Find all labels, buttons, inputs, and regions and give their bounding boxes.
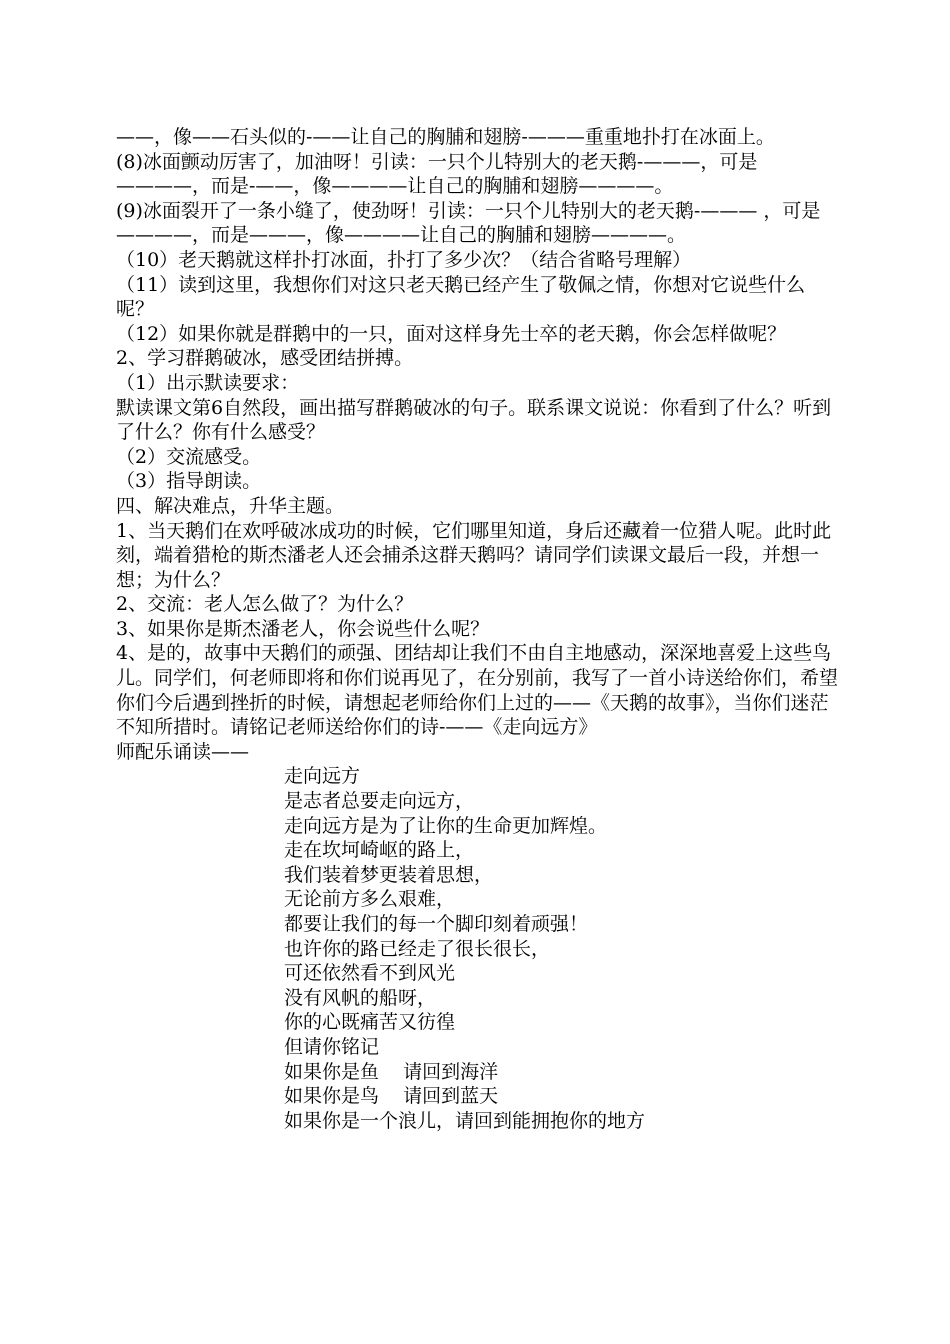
poem-line: 都要让我们的每一个脚印刻着顽强！ xyxy=(284,913,589,935)
paragraph: (9)冰面裂开了一条小缝了，使劲呀！引读：一只个儿特别大的老天鹅-——— ，可是————，而是———，像————让自己的胸脯和翅膀————。 xyxy=(116,199,821,247)
poem-line: 走在坎坷崎岖的路上， xyxy=(284,839,475,862)
paragraph: （1）出示默读要求： xyxy=(116,371,300,394)
poem-line: 可还依然看不到风光 xyxy=(284,962,456,985)
poem-line: 如果你是鱼 请回到海洋 xyxy=(284,1060,499,1083)
poem-line: 你的心既痛苦又彷徨 xyxy=(284,1011,456,1034)
paragraph: 默读课文第6自然段，画出描写群鹅破冰的句子。联系课文说说：你看到了什么？听到了什么？你有什么感受？ xyxy=(116,396,832,444)
lesson-text xyxy=(116,125,840,1133)
poem-line: 如果你是一个浪儿，请回到能拥抱你的地方 xyxy=(284,1109,646,1132)
paragraph: （3）指导朗读。 xyxy=(116,470,262,493)
paragraph: 1、当天鹅们在欢呼破冰成功的时候，它们哪里知道，身后还藏着一位猎人呢。此时此刻，端着猎枪的斯杰潘老人还会捕杀这群天鹅吗？请同学们读课文最后一段，并想一想；为什么？ xyxy=(116,519,832,591)
paragraph: （2）交流感受。 xyxy=(116,445,262,468)
section-heading: 2、学习群鹅破冰，感受团结拼搏。 xyxy=(116,347,414,370)
section-heading: 四、解决难点，升华主题。 xyxy=(116,494,345,517)
poem-line: 也许你的路已经走了很长很长， xyxy=(284,937,551,960)
paragraph: 4、是的，故事中天鹅们的顽强、团结却让我们不由自主地感动，深深地喜爱上这些鸟儿。同学们，何老师即将和你们说再见了，在分别前，我写了一首小诗送给你们，希望你们今后遇到挫折的时候，请想起老师给你们上过的——《天鹅的故事》，当你们迷茫不知所措时。请铭记老师送给你们的诗-——《走向远方》 xyxy=(116,642,839,739)
poem-line: 如果你是鸟 请回到蓝天 xyxy=(284,1085,499,1108)
paragraph: （11）读到这里，我想你们对这只老天鹅已经产生了敬佩之情，你想对它说些什么呢？ xyxy=(116,273,806,321)
poem-title: 走向远方 xyxy=(284,765,361,788)
paragraph: （12）如果你就是群鹅中的一只，面对这样身先士卒的老天鹅，你会怎样做呢？ xyxy=(116,322,787,345)
paragraph: 3、如果你是斯杰潘老人，你会说些什么呢？ xyxy=(116,617,490,640)
paragraph: (8)冰面颤动厉害了，加油呀！引读：一只个儿特别大的老天鹅-———，可是————，而是-——，像————让自己的胸脯和翅膀————。 xyxy=(116,150,758,198)
paragraph: ——，像——石头似的-——让自己的胸脯和翅膀-———重重地扑打在冰面上。 xyxy=(116,126,775,148)
paragraph: 2、交流：老人怎么做了？为什么？ xyxy=(116,593,414,616)
poem-line: 但请你铭记 xyxy=(284,1035,380,1058)
poem-line: 是志者总要走向远方， xyxy=(284,790,475,813)
poem-line: 走向远方是为了让你的生命更加辉煌。 xyxy=(284,814,608,837)
poem-line: 我们装着梦更装着思想， xyxy=(284,863,494,886)
poem-line: 无论前方多么艰难， xyxy=(284,888,456,911)
poem xyxy=(284,764,840,1133)
paragraph: 师配乐诵读—— xyxy=(116,740,250,763)
poem-line: 没有风帆的船呀， xyxy=(284,986,437,1009)
paragraph: （10）老天鹅就这样扑打冰面，扑打了多少次？（结合省略号理解） xyxy=(116,248,692,271)
